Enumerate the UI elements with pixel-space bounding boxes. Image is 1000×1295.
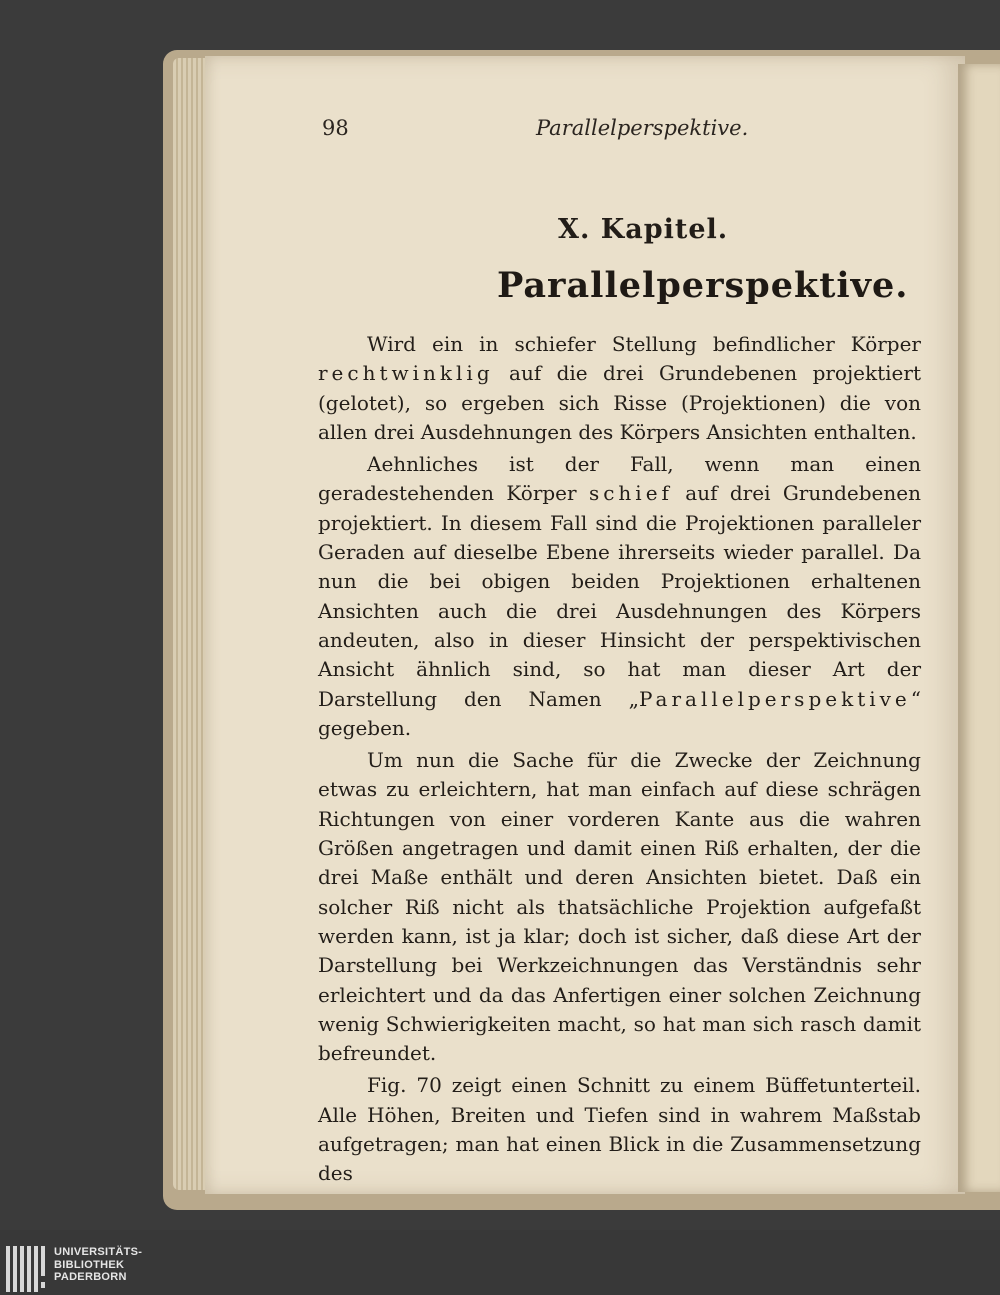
library-logo-text: UNIVERSITÄTS- BIBLIOTHEK PADERBORN (54, 1246, 143, 1283)
paragraph: Aehnliches ist der Fall, wenn man einen geradestehenden Körper schief auf drei Grundebenen projektiert. In diesem Fall sind die Projektionen paralleler Geraden auf dieselbe Ebene ihrerseits wieder parallel. Da nun die bei obigen beiden Projektionen erhaltenen Ansichten auch die drei Ausdehnungen des Körpers andeuten, also in dieser Hinsicht der perspektivischen Ansicht ähnlich sind, so hat man dieser Art der Darstellung den Namen „Parallelperspektive“ gegeben. (318, 452, 921, 740)
library-logo-icon (6, 1246, 50, 1292)
body-text (318, 330, 921, 1189)
paragraph: Wird ein in schiefer Stellung befindlicher Körper rechtwinklig auf die drei Grundebenen projektiert (gelotet), so ergeben sich Risse (Projektionen) die von allen drei Ausdehnungen des Körpers Ansichten enthalten. (318, 332, 921, 444)
chapter-label: X. Kapitel. (558, 214, 729, 245)
paragraph: Fig. 70 zeigt einen Schnitt zu einem Büffetunterteil. Alle Höhen, Breiten und Tiefen sind in wahrem Maßstab aufgetragen; man hat einen Blick in die Zusammensetzung des (318, 1073, 921, 1186)
emphasis: rechtwinklig (318, 361, 494, 386)
emphasis: schief (588, 481, 673, 506)
page-number: 98 (322, 116, 349, 140)
paragraph: Um nun die Sache für die Zwecke der Zeichnung etwas zu erleichtern, hat man einfach auf diese schrägen Richtungen von einer vorderen Kante aus die wahren Größen angetragen und damit einen Riß erhalten, der die drei Maße enthält und deren Ansichten bietet. Daß ein solcher Riß nicht als thatsächliche Projektion aufgefaßt werden kann, ist ja klar; doch ist sicher, daß diese Art der Darstellung bei Werkzeichnungen das Verständnis sehr erleichtert und da das Anfertigen einer solchen Zeichnung wenig Schwierigkeiten macht, so hat man sich rasch damit befreundet. (318, 748, 921, 1066)
page-header (322, 116, 749, 146)
chapter-title: Parallelperspektive. (497, 265, 909, 306)
emphasis: Parallelperspektive (638, 686, 911, 711)
footer-bar (0, 1230, 1000, 1295)
facing-page-edge (958, 64, 1000, 1192)
running-title: Parallelperspektive. (536, 116, 749, 140)
